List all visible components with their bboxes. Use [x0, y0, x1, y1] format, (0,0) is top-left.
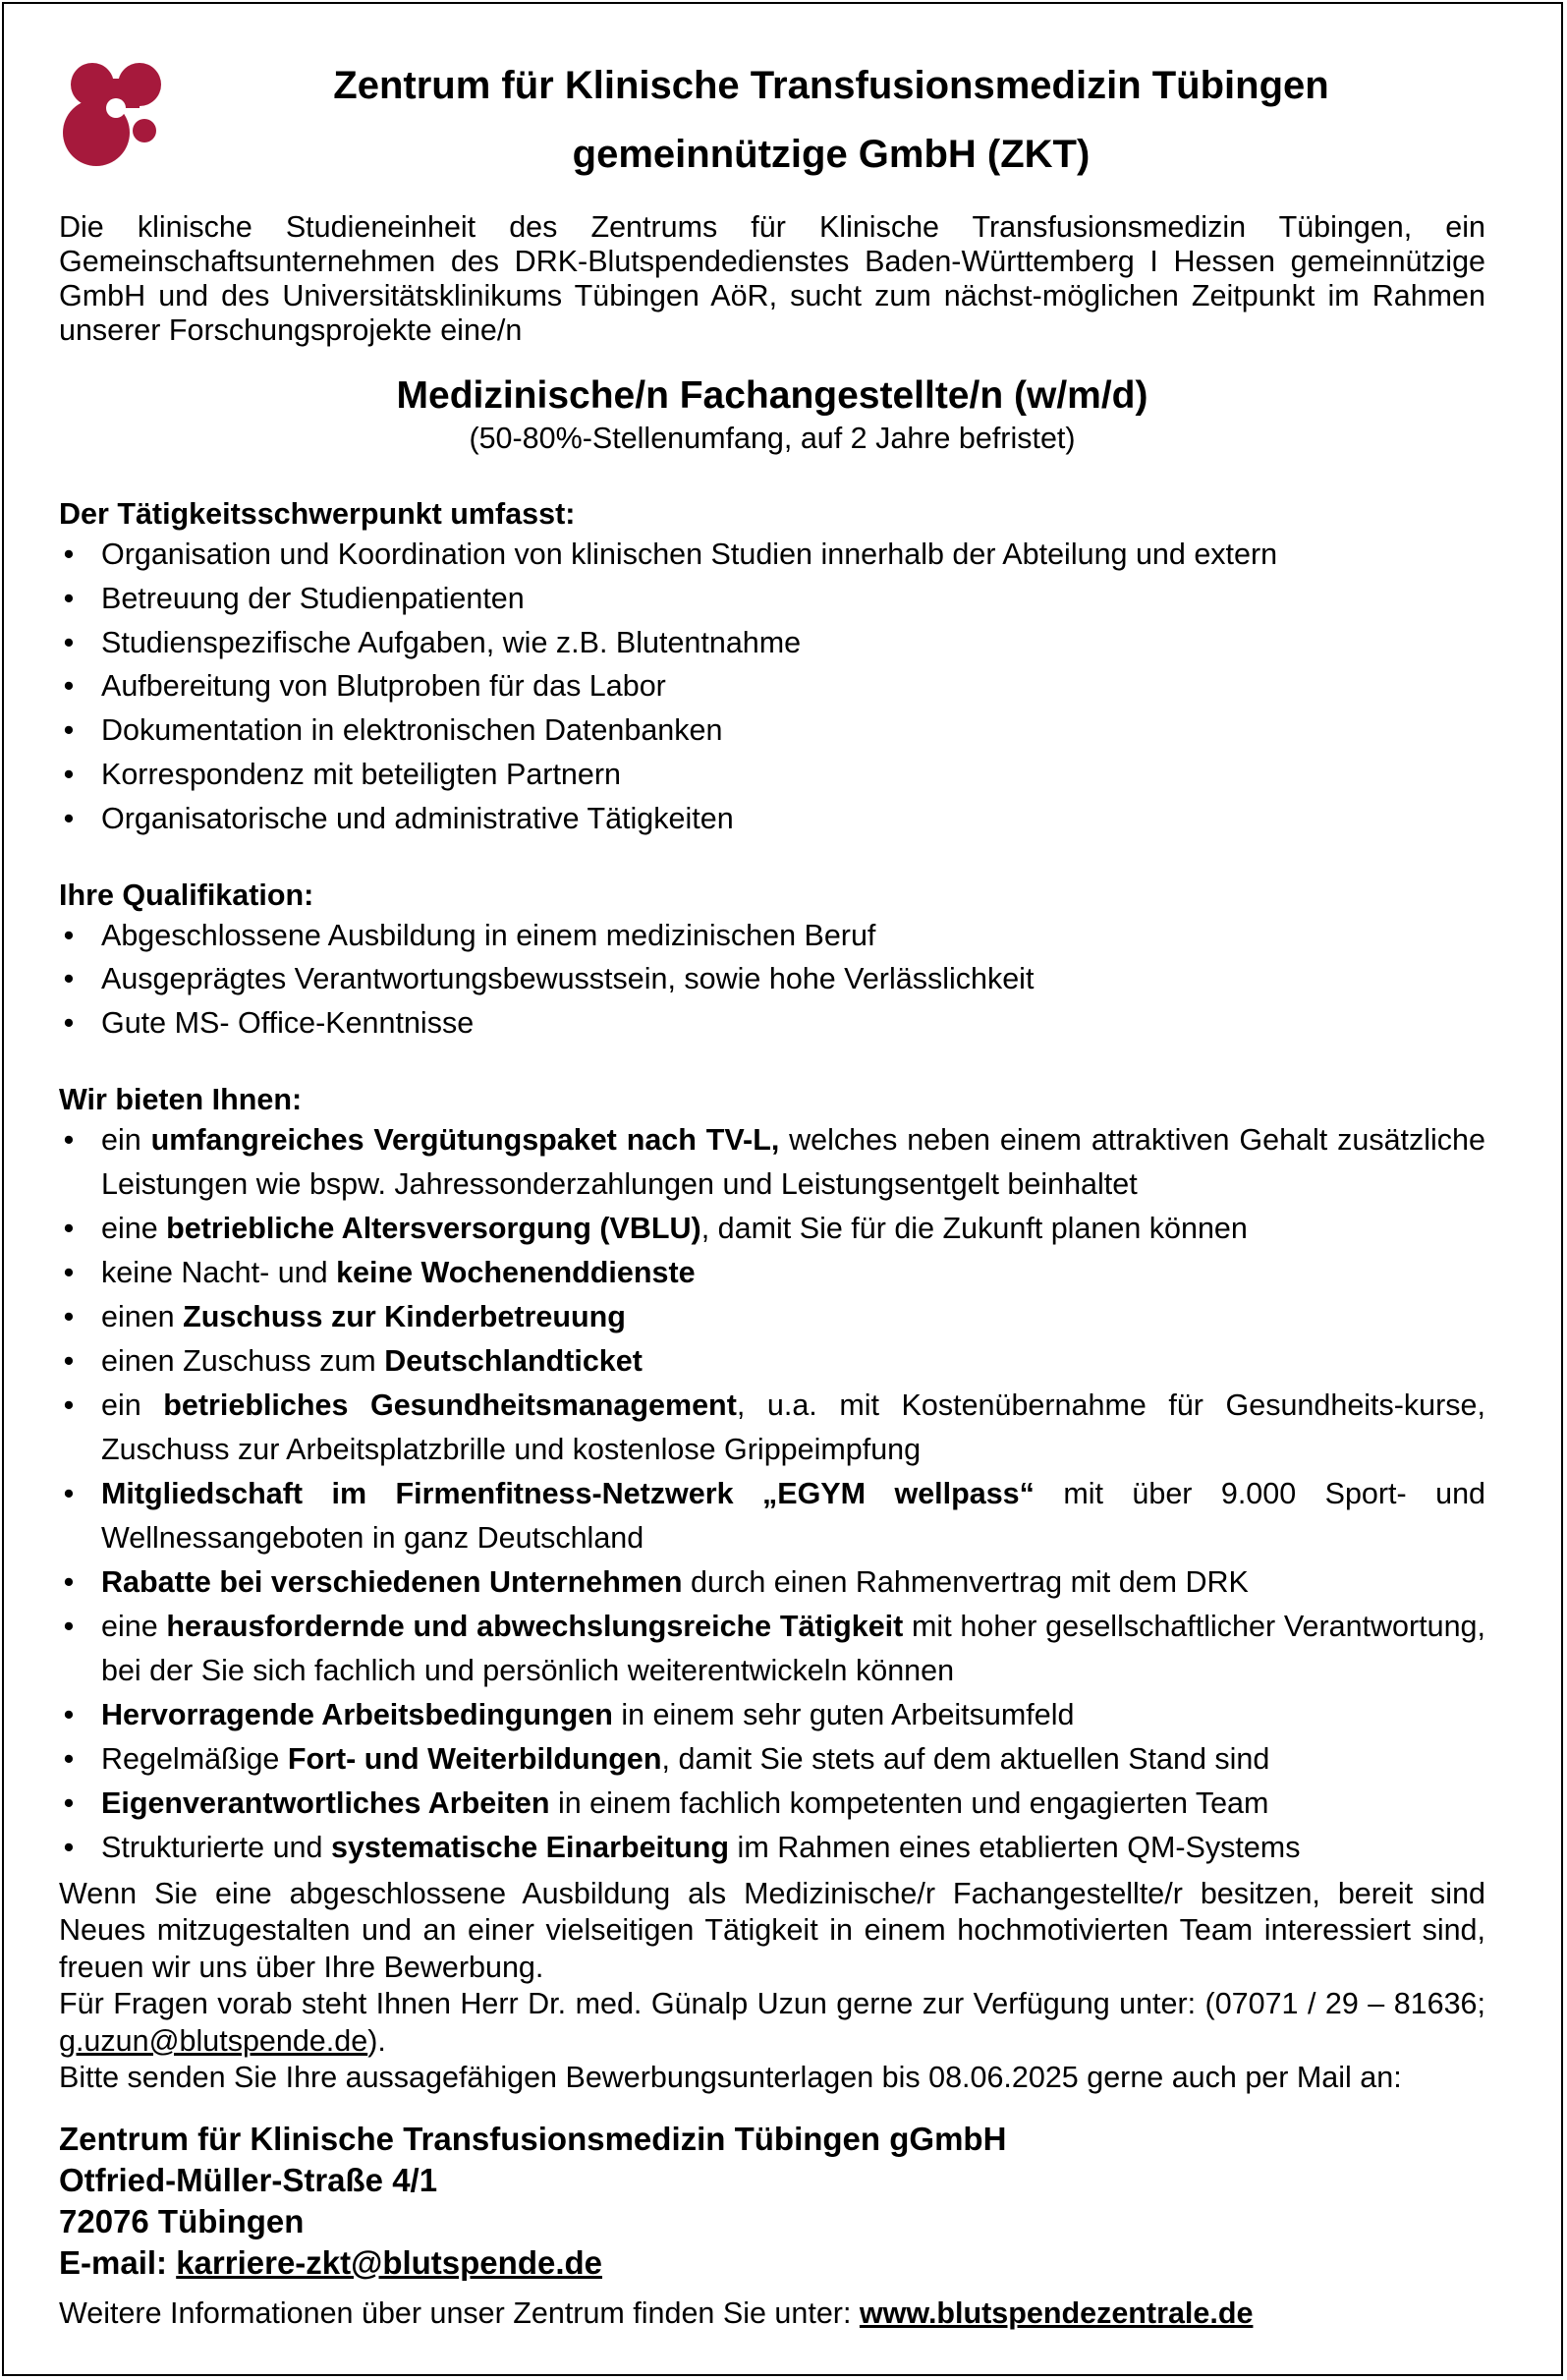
list-item: • keine Nacht- und keine Wochenenddienste	[59, 1251, 1485, 1295]
list-item: • eine herausfordernde und abwechslungsreiche Tätigkeit mit hoher gesellschaftlicher Verantwortung, bei der Sie sich fachlich und persönlich weiterentwickeln können	[59, 1605, 1485, 1693]
list-item: • Ausgeprägtes Verantwortungsbewusstsein, sowie hohe Verlässlichkeit	[59, 957, 1485, 1001]
list-item: • Organisatorische und administrative Tätigkeiten	[59, 797, 1485, 841]
list-item: • Rabatte bei verschiedenen Unternehmen durch einen Rahmenvertrag mit dem DRK	[59, 1560, 1485, 1605]
address-city: 72076 Tübingen	[59, 2202, 305, 2239]
list-item: • Abgeschlossene Ausbildung in einem medizinischen Beruf	[59, 914, 1485, 958]
bullet-icon: •	[63, 713, 75, 748]
bullet-icon: •	[63, 581, 75, 615]
bullet-icon: •	[63, 1564, 75, 1599]
bullet-icon: •	[63, 1697, 75, 1731]
bullet-icon: •	[63, 1830, 75, 1864]
list-item: • einen Zuschuss zur Kinderbetreuung	[59, 1295, 1485, 1339]
bullet-icon: •	[63, 757, 75, 791]
bullet-icon: •	[63, 1006, 75, 1041]
list-item: • einen Zuschuss zum Deutschlandticket	[59, 1339, 1485, 1384]
bullet-icon: •	[63, 801, 75, 835]
list-item: • Hervorragende Arbeitsbedingungen in einem sehr guten Arbeitsumfeld	[59, 1693, 1485, 1737]
job-posting	[59, 51, 1485, 2331]
list-item: • eine betriebliche Altersversorgung (VBLU), damit Sie für die Zukunft planen können	[59, 1207, 1485, 1251]
deadline-paragraph: Bitte senden Sie Ihre aussagefähigen Bewerbungsunterlagen bis 08.06.2025 gerne auch per Mail an:	[59, 2061, 1402, 2095]
closing-section	[59, 1876, 1485, 2097]
bullet-icon: •	[63, 538, 75, 571]
org-title	[59, 51, 1485, 189]
bullet-icon: •	[63, 1343, 75, 1378]
benefits-heading: Wir bieten Ihnen:	[59, 1082, 303, 1116]
list-item: • Aufbereitung von Blutproben für das Labor	[59, 664, 1485, 708]
job-title: Medizinische/n Fachangestellte/n (w/m/d)	[396, 374, 1148, 417]
benefits-list	[59, 1118, 1485, 1870]
footer-line: Weitere Informationen über unser Zentrum finden Sie unter: www.blutspendezentrale.de	[59, 2295, 1254, 2330]
qualification-heading: Ihre Qualifikation:	[59, 878, 314, 912]
org-title-line1: Zentrum für Klinische Transfusionsmedizin Tübingen	[333, 64, 1329, 107]
job-subtitle: (50-80%-Stellenumfang, auf 2 Jahre befristet)	[469, 422, 1076, 455]
contact-email-link[interactable]: g.uzun@blutspende.de	[59, 2023, 368, 2058]
list-item: • Organisation und Koordination von klinischen Studien innerhalb der Abteilung und extern	[59, 533, 1485, 577]
bullet-icon: •	[63, 1299, 75, 1333]
bullet-icon: •	[63, 1211, 75, 1245]
list-item: • ein betriebliches Gesundheitsmanagement, u.a. mit Kostenübernahme für Gesundheits-kurse, Zuschuss zur Arbeitsplatzbrille und kostenlose Grippeimpfung	[59, 1384, 1485, 1472]
list-item: • Regelmäßige Fort- und Weiterbildungen, damit Sie stets auf dem aktuellen Stand sind	[59, 1737, 1485, 1782]
bullet-icon: •	[63, 1609, 75, 1643]
list-item: • Eigenverantwortliches Arbeiten in einem fachlich kompetenten und engagierten Team	[59, 1782, 1485, 1826]
tasks-list	[59, 533, 1485, 841]
address-org: Zentrum für Klinische Transfusionsmedizin Tübingen gGmbH	[59, 2120, 1007, 2157]
bullet-icon: •	[63, 1741, 75, 1776]
org-title-line2: gemeinnützige GmbH (ZKT)	[572, 133, 1091, 176]
contact-paragraph: Für Fragen vorab steht Ihnen Herr Dr. med. Günalp Uzun gerne zur Verfügung unter: (07071 / 29 – 81636; g.uzun@blutspende.de).	[59, 1987, 1485, 2058]
bullet-icon: •	[63, 669, 75, 704]
list-item: • Mitgliedschaft im Firmenfitness-Netzwerk „EGYM wellpass“ mit über 9.000 Sport- und Wellnessangeboten in ganz Deutschland	[59, 1472, 1485, 1560]
list-item: • Dokumentation in elektronischen Datenbanken	[59, 708, 1485, 753]
list-item: • Gute MS- Office-Kenntnisse	[59, 1001, 1485, 1046]
list-item: • Korrespondenz mit beteiligten Partnern	[59, 753, 1485, 797]
website-link[interactable]: www.blutspendezentrale.de	[859, 2295, 1254, 2330]
bullet-icon: •	[63, 1122, 75, 1157]
closing-paragraph: Wenn Sie eine abgeschlossene Ausbildung als Medizinische/r Fachangestellte/r besitzen, bereit sind Neues mitzugestalten und an einer vielseitigen Tätigkeit in einem hochmotivierten Team interessiert sind, freuen wir uns über Ihre Bewerbung.	[59, 1876, 1485, 1984]
qualification-list	[59, 914, 1485, 1046]
list-item: • ein umfangreiches Vergütungspaket nach TV-L, welches neben einem attraktiven Gehalt zusätzliche Leistungen wie bspw. Jahressonderzahlungen und Leistungsentgelt beinhaltet	[59, 1118, 1485, 1207]
bullet-icon: •	[63, 1785, 75, 1820]
bullet-icon: •	[63, 1476, 75, 1510]
address-email-line: E-mail: karriere-zkt@blutspende.de	[59, 2243, 603, 2281]
address-block	[59, 2119, 1485, 2284]
application-email-link[interactable]: karriere-zkt@blutspende.de	[176, 2243, 603, 2281]
bullet-icon: •	[63, 918, 75, 952]
list-item: • Studienspezifische Aufgaben, wie z.B. Blutentnahme	[59, 621, 1485, 665]
bullet-icon: •	[63, 1388, 75, 1422]
bullet-icon: •	[63, 1255, 75, 1289]
list-item: • Strukturierte und systematische Einarbeitung im Rahmen eines etablierten QM-Systems	[59, 1826, 1485, 1870]
tasks-heading: Der Tätigkeitsschwerpunkt umfasst:	[59, 497, 576, 531]
list-item: • Betreuung der Studienpatienten	[59, 577, 1485, 621]
bullet-icon: •	[63, 962, 75, 996]
address-street: Otfried-Müller-Straße 4/1	[59, 2161, 438, 2198]
bullet-icon: •	[63, 625, 75, 659]
intro-paragraph: Die klinische Studieneinheit des Zentrums für Klinische Transfusionsmedizin Tübingen, ein Gemeinschaftsunternehmen des DRK-Blutspendedienstes Baden-Württemberg I Hessen gemeinnützige GmbH und des Universitätsklinikums Tübingen AöR, sucht zum nächst-möglichen Zeitpunkt im Rahmen unserer Forschungsprojekte eine/n	[59, 210, 1485, 347]
